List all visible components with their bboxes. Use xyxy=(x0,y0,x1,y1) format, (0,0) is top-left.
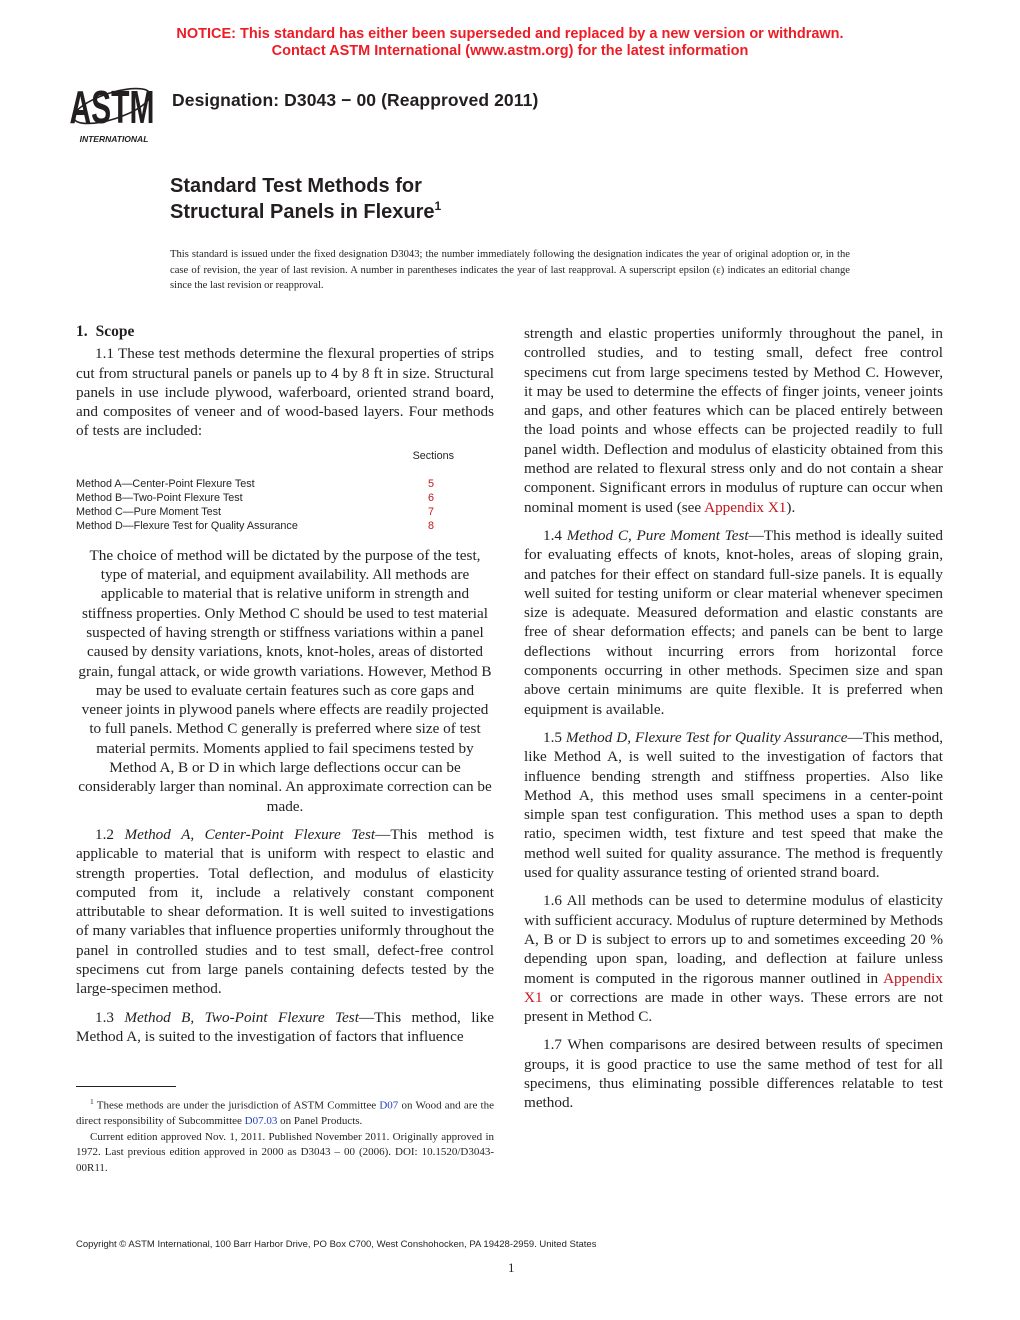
page-number: 1 xyxy=(508,1260,515,1275)
paragraph-1-3-continued xyxy=(524,324,943,517)
method-name: Method A—Center-Point Flexure Test xyxy=(76,477,255,490)
paragraph-1-5 xyxy=(524,728,943,882)
section-link[interactable]: 6 xyxy=(427,491,434,504)
notice-line-2: Contact ASTM International (www.astm.org) for the latest information xyxy=(271,43,749,59)
right-column xyxy=(524,324,943,1113)
method-name: Method C—Pure Moment Test xyxy=(76,505,222,518)
appendix-x1-link[interactable]: Appendix X1 xyxy=(524,969,943,1006)
section-link[interactable]: 8 xyxy=(427,519,434,532)
section-heading xyxy=(76,322,494,341)
paragraph-1-1: 1.1 These test methods determine the flexural properties of strips cut from structural panels or panels up to 4 by 8 ft in size. Structural panels in use include plywood, waferboard, oriented strand board, and composites of veneer and of wood-based layers. Four methods of tests are included: xyxy=(76,345,494,440)
paragraph-text: ). xyxy=(786,498,796,516)
title-line-2-text: Structural Panels in Flexure xyxy=(170,201,435,223)
method-name: Method B—Two-Point Flexure Test xyxy=(76,491,243,504)
footnote-mark: 1 xyxy=(90,1097,94,1106)
paragraph-1-2 xyxy=(76,825,494,999)
method-title: Method D, Flexure Test for Quality Assurance xyxy=(565,728,848,746)
left-column xyxy=(76,322,494,1046)
subcommittee-link[interactable]: D07.03 xyxy=(244,1115,278,1128)
title-line-2 xyxy=(170,199,441,225)
paragraph-1-4 xyxy=(524,526,943,719)
method-name: Method D—Flexure Test for Quality Assurance xyxy=(76,519,298,532)
paragraph-number: 1.3 xyxy=(95,1008,114,1026)
section-link[interactable]: 7 xyxy=(427,505,434,518)
footnote-text: on Wood and are the direct responsibility of Subcommittee xyxy=(76,1099,494,1128)
section-title: Scope xyxy=(95,323,135,340)
footnote-1 xyxy=(76,1094,494,1130)
footnote-text: on Panel Products. xyxy=(277,1115,363,1128)
methods-table-row xyxy=(76,519,494,533)
paragraph-text: —This method, like Method A, is well suited to the investigation of factors that influence bending strength and stiffness properties. Also like Method A, this method uses small specimens in a center-point simple span test configuration. This method uses a span to depth ratio, specimen width, test fixture and test speed that make the method well suited for quality assurance. The method is frequently used for quality assurance testing of oriented strand board. xyxy=(524,728,944,882)
section-link[interactable]: 5 xyxy=(427,477,434,490)
svg-text:ASTM: ASTM xyxy=(69,82,155,134)
methods-table-header: Sections xyxy=(412,449,454,462)
paragraph-text: or corrections are made in other ways. These errors are not present in Method C. xyxy=(524,988,943,1026)
committee-link[interactable]: D07 xyxy=(379,1099,399,1112)
appendix-x1-link[interactable]: Appendix X1 xyxy=(704,498,787,516)
methods-table xyxy=(76,449,494,533)
astm-logo-icon xyxy=(66,72,162,146)
section-number: 1. xyxy=(76,323,88,340)
method-title: Method B, Two-Point Flexure Test xyxy=(124,1008,359,1026)
paragraph-1-3-start xyxy=(76,1008,494,1047)
title-line-1: Standard Test Methods for xyxy=(170,175,422,197)
notice-line-1: NOTICE: This standard has either been superseded and replaced by a new version or withdrawn. xyxy=(176,26,844,42)
document-title xyxy=(170,173,441,225)
footnotes xyxy=(76,1094,494,1176)
copyright-line: Copyright © ASTM International, 100 Barr Harbor Drive, PO Box C700, West Conshohocken, PA 19428-2959. United States xyxy=(76,1239,597,1250)
footnote-divider xyxy=(76,1086,176,1087)
methods-table-row xyxy=(76,477,494,491)
footnote-edition: Current edition approved Nov. 1, 2011. Published November 2011. Originally approved in 1972. Last previous edition approved in 2000 as D3043 – 00 (2006). DOI: 10.1520/D3043-00R11. xyxy=(76,1130,494,1174)
paragraph-text: strength and elastic properties uniformly throughout the panel, in controlled studies, and to testing small, defect free control specimens cut from large specimens tested by Method C. However, it may be used to determine the effects of finger joints, veneer joints and gaps, and other features which can be placed entirely between the load points and whose effects can be projected readily to full panel width. Deflection and modulus of elasticity obtained from this method are related to flexural stress only and do not contain a shear component. Significant errors in modulus of rupture can occur when nominal moment is used (see xyxy=(524,325,943,516)
methods-table-row xyxy=(76,505,494,519)
method-choice-paragraph: The choice of method will be dictated by the purpose of the test, type of material, and equipment availability. All methods are applicable to material that is relative uniform in strength and stiffness properties. Only Method C should be used to test material suspected of having strength or stiffness variations within a panel caused by density variations, knots, knot-holes, areas of distorted grain, fungal attack, or wide growth variations. However, Method B may be used to evaluate certain features such as core gaps and veneer joints in plywood panels where effects are readily projected to full panels. Method C generally is preferred where size of test material permits. Moments applied to fail specimens tested by Method A, B or D in which large deflections occur can be considerably larger than nominal. An approximate correction can be made. xyxy=(78,546,492,815)
footnote-text: These methods are under the jurisdiction of ASTM Committee xyxy=(93,1099,380,1112)
title-footnote-mark[interactable]: 1 xyxy=(434,199,442,213)
paragraph-text: —This method is ideally suited for evaluating effects of knots, knot-holes, areas of sloping grain, and patches for their effect on standard full-size panels. It is equally well suited for testing uniform or clear material whenever specimen size is adequate. Measured deformation and elastic constants are free of shear deformation effects; and panels can be bent to large deflections without incurring errors from horizontal force components occurring in other methods. Specimen size and span above certain minimums are quite flexible. It is preferred when equipment is available. xyxy=(524,526,944,718)
paragraph-number: 1.2 xyxy=(95,825,114,843)
astm-international-logo xyxy=(66,72,162,146)
method-title: Method C, Pure Moment Test xyxy=(566,526,749,544)
svg-text:INTERNATIONAL: INTERNATIONAL xyxy=(79,134,149,144)
paragraph-number: 1.5 xyxy=(543,728,562,746)
paragraph-text: —This method, like Method A, is suited to the investigation of factors that influence xyxy=(76,1008,494,1045)
withdrawal-notice xyxy=(0,26,1020,60)
paragraph-number: 1.4 xyxy=(543,526,562,544)
issuance-note: This standard is issued under the fixed designation D3043; the number immediately following the designation indicates the year of original adoption or, in the case of revision, the year of last revision. A number in parentheses indicates the year of last reapproval. A superscript epsilon (ε) indicates an editorial change since the last revision or reapproval. xyxy=(170,249,850,291)
paragraph-1-6 xyxy=(524,891,943,1026)
method-title: Method A, Center-Point Flexure Test xyxy=(124,825,376,843)
paragraph-text: 1.6 All methods can be used to determine modulus of elasticity with sufficient accuracy. Modulus of rupture determined by Methods A, B or D is subject to errors up to and sometimes exceeding 20 % depending upon span, loading, and deflection at failure unless moment is computed in the rigorous manner outlined in xyxy=(524,892,943,987)
paragraph-text: —This method is applicable to material that is uniform with respect to elastic and strength properties. Total deflection, and modulus of elasticity computed from it, include a relatively constant component attributable to shear deformation. It is well suited to investigations of many variables that influence properties uniformly throughout the panel in controlled studies and to test small, defect-free control specimens cut from large panels containing defects tested by the large-specimen method. xyxy=(76,825,494,998)
methods-table-row xyxy=(76,491,494,505)
designation: Designation: D3043 − 00 (Reapproved 2011) xyxy=(172,90,539,110)
paragraph-1-7: 1.7 When comparisons are desired between results of specimen groups, it is good practice to use the same method of test for all specimens, thus eliminating possible differences relatable to test method. xyxy=(524,1036,943,1112)
